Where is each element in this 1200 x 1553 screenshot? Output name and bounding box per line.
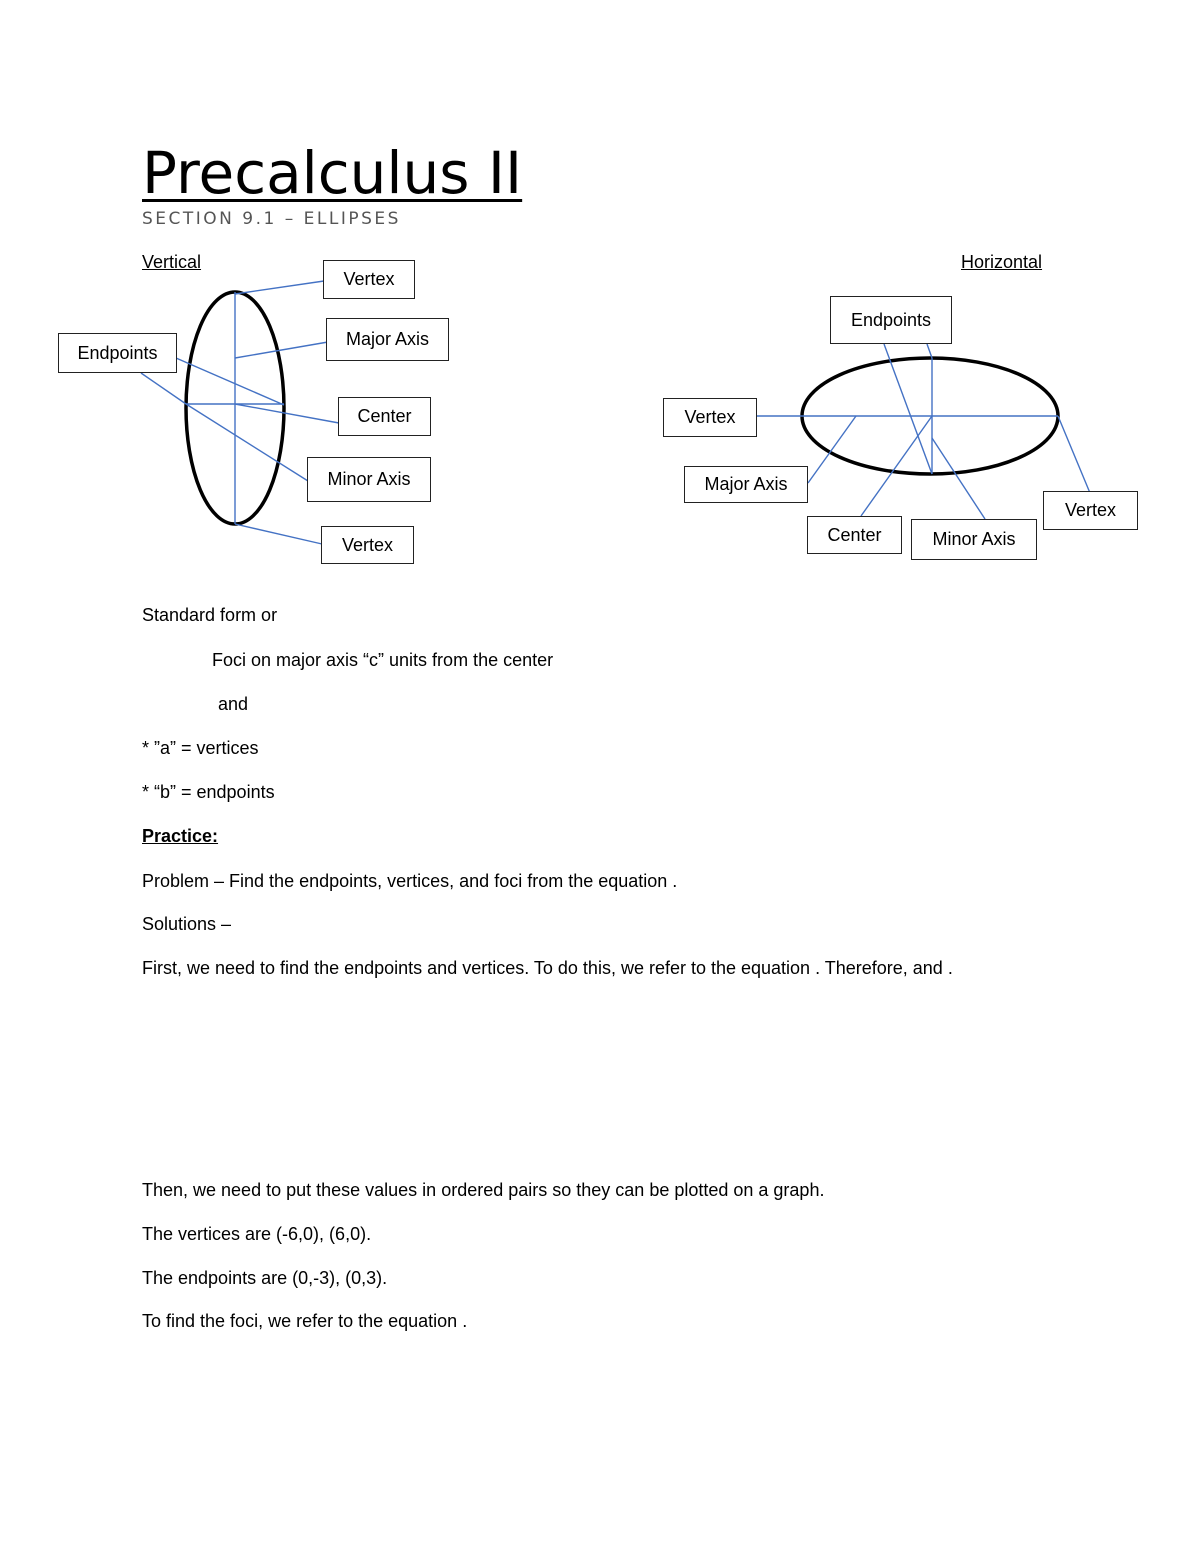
leader-minor-axis-h: [932, 438, 985, 519]
section-subtitle: SECTION 9.1 – ELLIPSES: [142, 209, 401, 229]
leader-endpoints-h-1: [884, 344, 932, 474]
first-step: First, we need to find the endpoints and vertices. To do this, we refer to the equation . Therefore, and .: [142, 958, 953, 978]
label-vertex-top: Vertex: [323, 260, 415, 299]
vertical-heading: Vertical: [142, 252, 202, 272]
standard-form-line: Standard form or: [142, 605, 278, 625]
b-definition: * “b” = endpoints: [142, 782, 275, 802]
foci-step: To find the foci, we refer to the equation .: [142, 1311, 468, 1331]
label-endpoints-h: Endpoints: [830, 296, 952, 344]
label-center-h: Center: [807, 516, 902, 554]
leader-endpoints-2: [141, 373, 186, 404]
practice-heading: Practice:: [142, 826, 219, 846]
a-definition: * ”a” = vertices: [142, 738, 259, 758]
leader-vertex-bottom: [235, 524, 322, 544]
leader-vertex-top: [235, 281, 324, 294]
label-minor-axis-h: Minor Axis: [911, 519, 1037, 560]
foci-line: Foci on major axis “c” units from the center: [212, 650, 554, 670]
leader-vertex-right: [1058, 416, 1090, 493]
label-major-axis-h: Major Axis: [684, 466, 808, 503]
label-major-axis: Major Axis: [326, 318, 449, 361]
vertices-result: The vertices are (-6,0), (6,0).: [142, 1224, 372, 1244]
leader-endpoints-1: [176, 358, 284, 405]
ellipse-diagrams: [0, 0, 1200, 600]
vertical-ellipse-diagram: [141, 281, 339, 544]
label-vertex-right: Vertex: [1043, 491, 1138, 530]
page-title: Precalculus II: [142, 139, 523, 207]
horizontal-heading: Horizontal: [961, 252, 1043, 272]
label-center: Center: [338, 397, 431, 436]
and-line: and: [218, 694, 249, 714]
endpoints-result: The endpoints are (0,-3), (0,3).: [142, 1268, 388, 1288]
leader-center: [235, 404, 339, 423]
label-minor-axis: Minor Axis: [307, 457, 431, 502]
leader-major-axis: [235, 342, 328, 358]
leader-center-h: [861, 416, 932, 516]
label-endpoints: Endpoints: [58, 333, 177, 373]
label-vertex-bottom: Vertex: [321, 526, 414, 564]
leader-major-axis-h: [808, 416, 856, 483]
label-vertex-left: Vertex: [663, 398, 757, 437]
then-step: Then, we need to put these values in ordered pairs so they can be plotted on a graph.: [142, 1180, 825, 1200]
solutions-label: Solutions –: [142, 914, 232, 934]
leader-minor-axis: [186, 404, 308, 481]
leader-endpoints-h-2: [927, 344, 932, 358]
problem-statement: Problem – Find the endpoints, vertices, and foci from the equation .: [142, 871, 678, 891]
